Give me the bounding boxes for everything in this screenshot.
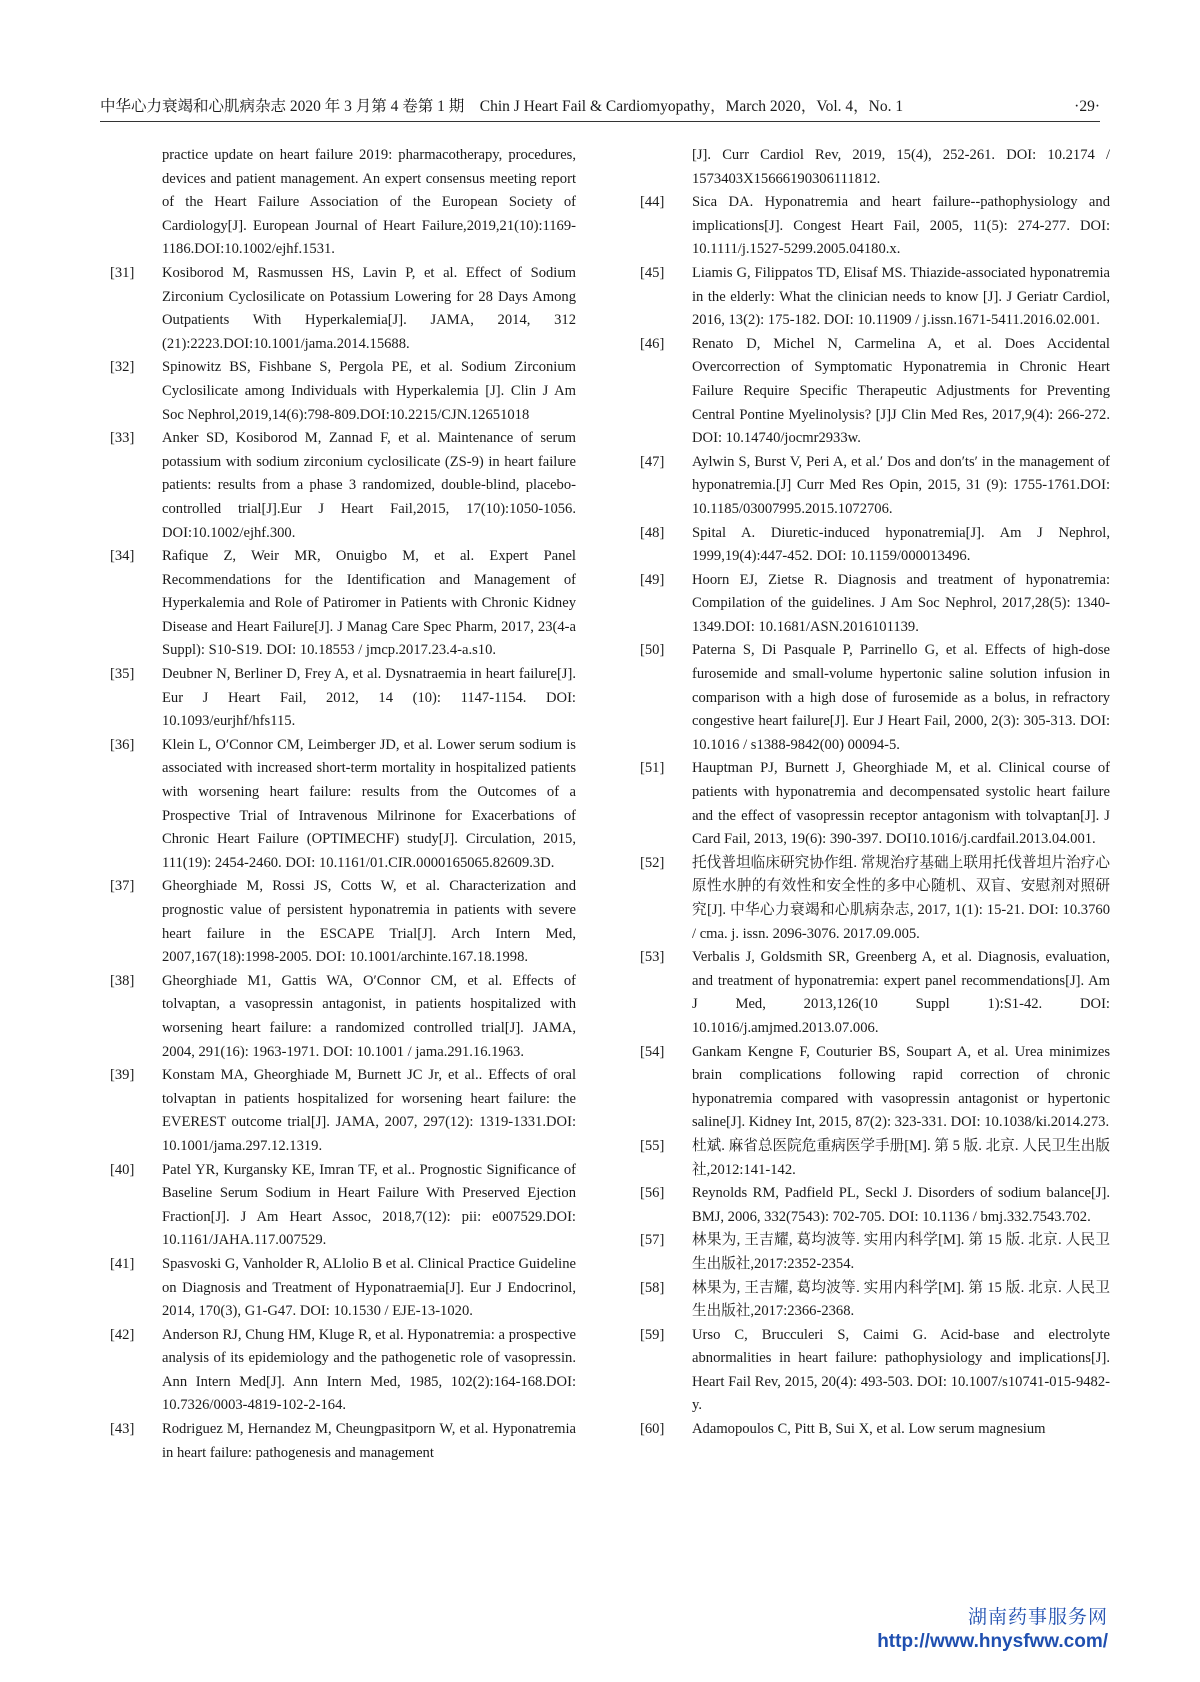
reference-text: Gankam Kengne F, Couturier BS, Soupart A, et al. Urea minimizes brain complications following rapid correction of chronic hyponatremia compared with vasopressin antagonist or hypertonic saline[J]. Kidney Int, 2015, 87(2): 323-331. DOI: 10.1038/ki.2014.273.	[692, 1043, 1110, 1131]
reference-number: [38]	[110, 972, 135, 989]
reference-number: [57]	[640, 1232, 665, 1249]
reference-continuation	[640, 144, 1110, 191]
reference-entry	[640, 852, 1110, 946]
reference-text: Konstam MA, Gheorghiade M, Burnett JC Jr, et al.. Effects of oral tolvaptan in patients hospitalized for worsening heart failure: the EVEREST outcome trial[J]. JAMA, 2007, 297(12): 1319-1331.DOI: 10.1001/jama.297.12.1319.	[162, 1067, 576, 1154]
reference-text: Liamis G, Filippatos TD, Elisaf MS. Thiazide-associated hyponatremia in the elderly: What the clinician needs to know [J]. J Geriatr Cardiol, 2016, 13(2): 175-182. DOI: 10.11909 / j.issn.1671-5411.2016.02.001.	[692, 264, 1110, 329]
reference-number: [33]	[110, 430, 135, 447]
reference-number: [40]	[110, 1161, 135, 1178]
reference-number: [41]	[110, 1255, 135, 1272]
reference-column-right	[640, 144, 1110, 1442]
reference-number: [49]	[640, 571, 665, 588]
reference-text: Kosiborod M, Rasmussen HS, Lavin P, et al. Effect of Sodium Zirconium Cyclosilicate on Potassium Lowering for 28 Days Among Outpatients With Hyperkalemia[J]. JAMA, 2014, 312 (21):2223.DOI:10.1001/jama.2014.15688.	[162, 264, 576, 352]
reference-text: 林果为, 王吉耀, 葛均波等. 实用内科学[M]. 第 15 版. 北京. 人民卫生出版社,2017:2352-2354.	[692, 1232, 1110, 1272]
reference-number: [51]	[640, 760, 665, 777]
reference-number: [54]	[640, 1043, 665, 1060]
reference-number: [52]	[640, 854, 665, 871]
reference-text: Reynolds RM, Padfield PL, Seckl J. Disorders of sodium balance[J]. BMJ, 2006, 332(7543): 702-705. DOI: 10.1136 / bmj.332.7543.702.	[692, 1185, 1110, 1225]
reference-text: [J]. Curr Cardiol Rev, 2019, 15(4), 252-261. DOI: 10.2174 / 1573403X15666190306111812.	[692, 147, 1110, 187]
reference-entry	[110, 262, 576, 356]
reference-entry	[110, 1418, 576, 1465]
reference-text: Anker SD, Kosiborod M, Zannad F, et al. Maintenance of serum potassium with sodium zirconium cyclosilicate (ZS-9) in heart failure patients: results from a phase 3 randomized, double-blind, placebo-controlled trial[J].Eur J Heart Fail,2015, 17(10):1050-1056. DOI:10.1002/ejhf.300.	[162, 430, 576, 541]
reference-number: [34]	[110, 548, 135, 565]
reference-number: [58]	[640, 1279, 665, 1296]
reference-text: Renato D, Michel N, Carmelina A, et al. Does Accidental Overcorrection of Symptomatic Hyponatremia in Chronic Heart Failure Require Specific Therapeutic Adjustments for Preventing Central Pontine Myelinolysis? [J]J Clin Med Res, 2017,9(4): 266-272. DOI: 10.14740/jocmr2933w.	[692, 335, 1110, 447]
reference-number: [37]	[110, 878, 135, 895]
watermark-url: http://www.hnysfww.com/	[877, 1631, 1108, 1652]
reference-entry	[640, 946, 1110, 1040]
reference-entry	[640, 1041, 1110, 1135]
reference-text: Hauptman PJ, Burnett J, Gheorghiade M, et al. Clinical course of patients with hyponatremia and decompensated systolic heart failure and the effect of vasopressin receptor antagonism with tolvaptan[J]. J Card Fail, 2013, 19(6): 390-397. DOI10.1016/j.cardfail.2013.04.001.	[692, 760, 1110, 848]
reference-entry	[110, 970, 576, 1064]
reference-entry	[640, 1418, 1110, 1442]
reference-text: Rodriguez M, Hernandez M, Cheungpasitporn W, et al. Hyponatremia in heart failure: pathogenesis and management	[162, 1421, 576, 1461]
reference-entry	[640, 1229, 1110, 1276]
reference-number: [36]	[110, 736, 135, 753]
reference-text: Hoorn EJ, Zietse R. Diagnosis and treatment of hyponatremia: Compilation of the guidelines. J Am Soc Nephrol, 2017,28(5): 1340-1349.DOI: 10.1681/ASN.2016101139.	[692, 571, 1110, 635]
reference-entry	[110, 875, 576, 969]
reference-number: [44]	[640, 194, 665, 211]
reference-number: [43]	[110, 1421, 135, 1438]
reference-text: Klein L, O′Connor CM, Leimberger JD, et al. Lower serum sodium is associated with increased short-term mortality in hospitalized patients with worsening heart failure: results from the Outcomes of a Prospective Trial of Intravenous Milrinone for Exacerbations of Chronic Heart Failure (OPTIMECHF) study[J]. Circulation, 2015, 111(19): 2454-2460. DOI: 10.1161/01.CIR.0000165065.82609.3D.	[162, 736, 576, 871]
reference-text: Patel YR, Kurgansky KE, Imran TF, et al.. Prognostic Significance of Baseline Serum Sodium in Heart Failure With Preserved Ejection Fraction[J]. J Am Heart Assoc, 2018,7(12): pii: e007529.DOI: 10.1161/JAHA.117.007529.	[162, 1161, 576, 1249]
reference-entry	[640, 451, 1110, 522]
reference-text: 托伐普坦临床研究协作组. 常规治疗基础上联用托伐普坦片治疗心原性水肿的有效性和安全性的多中心随机、双盲、安慰剂对照研究[J]. 中华心力衰竭和心肌病杂志, 2017, 1(1): 15-21. DOI: 10.3760 / cma. j. issn. 2096-3076. 2017.09.005.	[692, 854, 1110, 942]
reference-entry	[110, 1253, 576, 1324]
reference-entry	[640, 757, 1110, 851]
reference-entry	[110, 427, 576, 545]
reference-number: [53]	[640, 949, 665, 966]
reference-number: [56]	[640, 1185, 665, 1202]
journal-citation-line: 中华心力衰竭和心肌病杂志 2020 年 3 月第 4 卷第 1 期 Chin J Heart Fail & Cardiomyopathy，March 2020，Vol. 4，No. 1	[100, 98, 904, 115]
reference-text: Deubner N, Berliner D, Frey A, et al. Dysnatraemia in heart failure[J]. Eur J Heart Fail, 2012, 14 (10): 1147-1154. DOI: 10.1093/eurjhf/hfs115.	[162, 666, 576, 730]
reference-entry	[640, 639, 1110, 757]
reference-column-left	[110, 144, 576, 1465]
reference-number: [47]	[640, 453, 665, 470]
reference-entry	[110, 545, 576, 663]
reference-entry	[640, 522, 1110, 569]
reference-number: [50]	[640, 642, 665, 659]
reference-text: Spinowitz BS, Fishbane S, Pergola PE, et al. Sodium Zirconium Cyclosilicate among Individuals with Hyperkalemia [J]. Clin J Am Soc Nephrol,2019,14(6):798-809.DOI:10.2215/CJN.12651018	[162, 359, 576, 423]
reference-entry	[110, 1324, 576, 1418]
reference-entry	[640, 1135, 1110, 1182]
reference-continuation	[110, 144, 576, 262]
reference-text: 林果为, 王吉耀, 葛均波等. 实用内科学[M]. 第 15 版. 北京. 人民卫生出版社,2017:2366-2368.	[692, 1279, 1110, 1320]
reference-number: [45]	[640, 264, 665, 281]
site-watermark	[877, 1606, 1108, 1654]
header-rule	[100, 121, 1100, 122]
reference-text: Spasvoski G, Vanholder R, ALlolio B et al. Clinical Practice Guideline on Diagnosis and Treatment of Hyponatraemia[J]. Eur J Endocrinol, 2014, 170(3), G1-G47. DOI: 10.1530 / EJE-13-1020.	[162, 1255, 576, 1320]
watermark-site-name: 湖南药事服务网	[967, 1607, 1108, 1628]
reference-number: [42]	[110, 1326, 135, 1343]
reference-number: [48]	[640, 524, 665, 541]
reference-number: [46]	[640, 335, 665, 352]
reference-text: practice update on heart failure 2019: pharmacotherapy, procedures, devices and patient management. An expert consensus meeting report of the Heart Failure Association of the European Society of Cardiology[J]. European Journal of Heart Failure,2019,21(10):1169-1186.DOI:10.1002/ejhf.1531.	[162, 147, 576, 258]
reference-text: Spital A. Diuretic-induced hyponatremia[J]. Am J Nephrol, 1999,19(4):447-452. DOI: 10.1159/000013496.	[692, 524, 1110, 565]
reference-number: [55]	[640, 1137, 665, 1154]
reference-entry	[640, 1277, 1110, 1324]
reference-text: Rafique Z, Weir MR, Onuigbo M, et al. Expert Panel Recommendations for the Identification and Management of Hyperkalemia and Role of Patiromer in Patients with Chronic Kidney Disease and Heart Failure[J]. J Manag Care Spec Pharm, 2017, 23(4-a Suppl): S10-S19. DOI: 10.18553 / jmcp.2017.23.4-a.s10.	[162, 548, 576, 659]
reference-entry	[640, 191, 1110, 262]
reference-text: 杜斌. 麻省总医院危重病医学手册[M]. 第 5 版. 北京. 人民卫生出版社,2012:141-142.	[692, 1137, 1110, 1178]
reference-entry	[640, 1182, 1110, 1229]
reference-number: [39]	[110, 1067, 135, 1084]
reference-text: Gheorghiade M, Rossi JS, Cotts W, et al. Characterization and prognostic value of persistent hyponatremia in patients with severe heart failure in the ESCAPE Trial[J]. Arch Intern Med, 2007,167(18):1998-2005. DOI: 10.1001/archinte.167.18.1998.	[162, 878, 576, 966]
reference-entry	[110, 1064, 576, 1158]
reference-number: [35]	[110, 666, 135, 683]
reference-number: [59]	[640, 1326, 665, 1343]
reference-text: Paterna S, Di Pasquale P, Parrinello G, et al. Effects of high-dose furosemide and small-volume hypertonic saline solution infusion in comparison with a high dose of furosemide as a bolus, in refractory congestive heart failure[J]. Eur J Heart Fail, 2000, 2(3): 305-313. DOI: 10.1016 / s1388-9842(00) 00094-5.	[692, 642, 1110, 753]
reference-entry	[640, 1324, 1110, 1418]
page-number: ·29·	[1074, 98, 1100, 115]
reference-text: Verbalis J, Goldsmith SR, Greenberg A, et al. Diagnosis, evaluation, and treatment of hyponatremia: expert panel recommendations[J]. Am J Med, 2013,126(10 Suppl 1):S1-42. DOI: 10.1016/j.amjmed.2013.07.006.	[692, 949, 1110, 1036]
reference-entry	[640, 262, 1110, 333]
reference-number: [31]	[110, 264, 135, 281]
reference-text: Adamopoulos C, Pitt B, Sui X, et al. Low serum magnesium	[692, 1421, 1046, 1438]
reference-text: Anderson RJ, Chung HM, Kluge R, et al. Hyponatremia: a prospective analysis of its epidemiology and the pathogenetic role of vasopressin. Ann Intern Med[J]. Ann Intern Med, 1985, 102(2):164-168.DOI: 10.7326/0003-4819-102-2-164.	[162, 1326, 576, 1414]
reference-entry	[640, 333, 1110, 451]
reference-entry	[110, 734, 576, 876]
reference-number: [60]	[640, 1421, 665, 1438]
reference-entry	[110, 1159, 576, 1253]
running-header	[100, 96, 1100, 118]
reference-entry	[640, 569, 1110, 640]
reference-text: Aylwin S, Burst V, Peri A, et al.′ Dos and don′ts′ in the management of hyponatremia.[J] Curr Med Res Opin, 2015, 31 (9): 1755-1761.DOI: 10.1185/03007995.2015.1072706.	[692, 453, 1110, 517]
reference-text: Sica DA. Hyponatremia and heart failure--pathophysiology and implications[J]. Congest Heart Fail, 2005, 11(5): 274-277. DOI: 10.1111/j.1527-5299.2005.04180.x.	[692, 194, 1110, 258]
reference-text: Gheorghiade M1, Gattis WA, O′Connor CM, et al. Effects of tolvaptan, a vasopressin antagonist, in patients hospitalized with worsening heart failure: a randomized controlled trial[J]. JAMA, 2004, 291(16): 1963-1971. DOI: 10.1001 / jama.291.16.1963.	[162, 972, 576, 1060]
reference-number: [32]	[110, 359, 135, 376]
reference-entry	[110, 663, 576, 734]
reference-text: Urso C, Brucculeri S, Caimi G. Acid-base and electrolyte abnormalities in heart failure: pathophysiology and implications[J]. Heart Fail Rev, 2015, 20(4): 493-503. DOI: 10.1007/s10741-015-9482-y.	[692, 1326, 1110, 1414]
reference-entry	[110, 356, 576, 427]
